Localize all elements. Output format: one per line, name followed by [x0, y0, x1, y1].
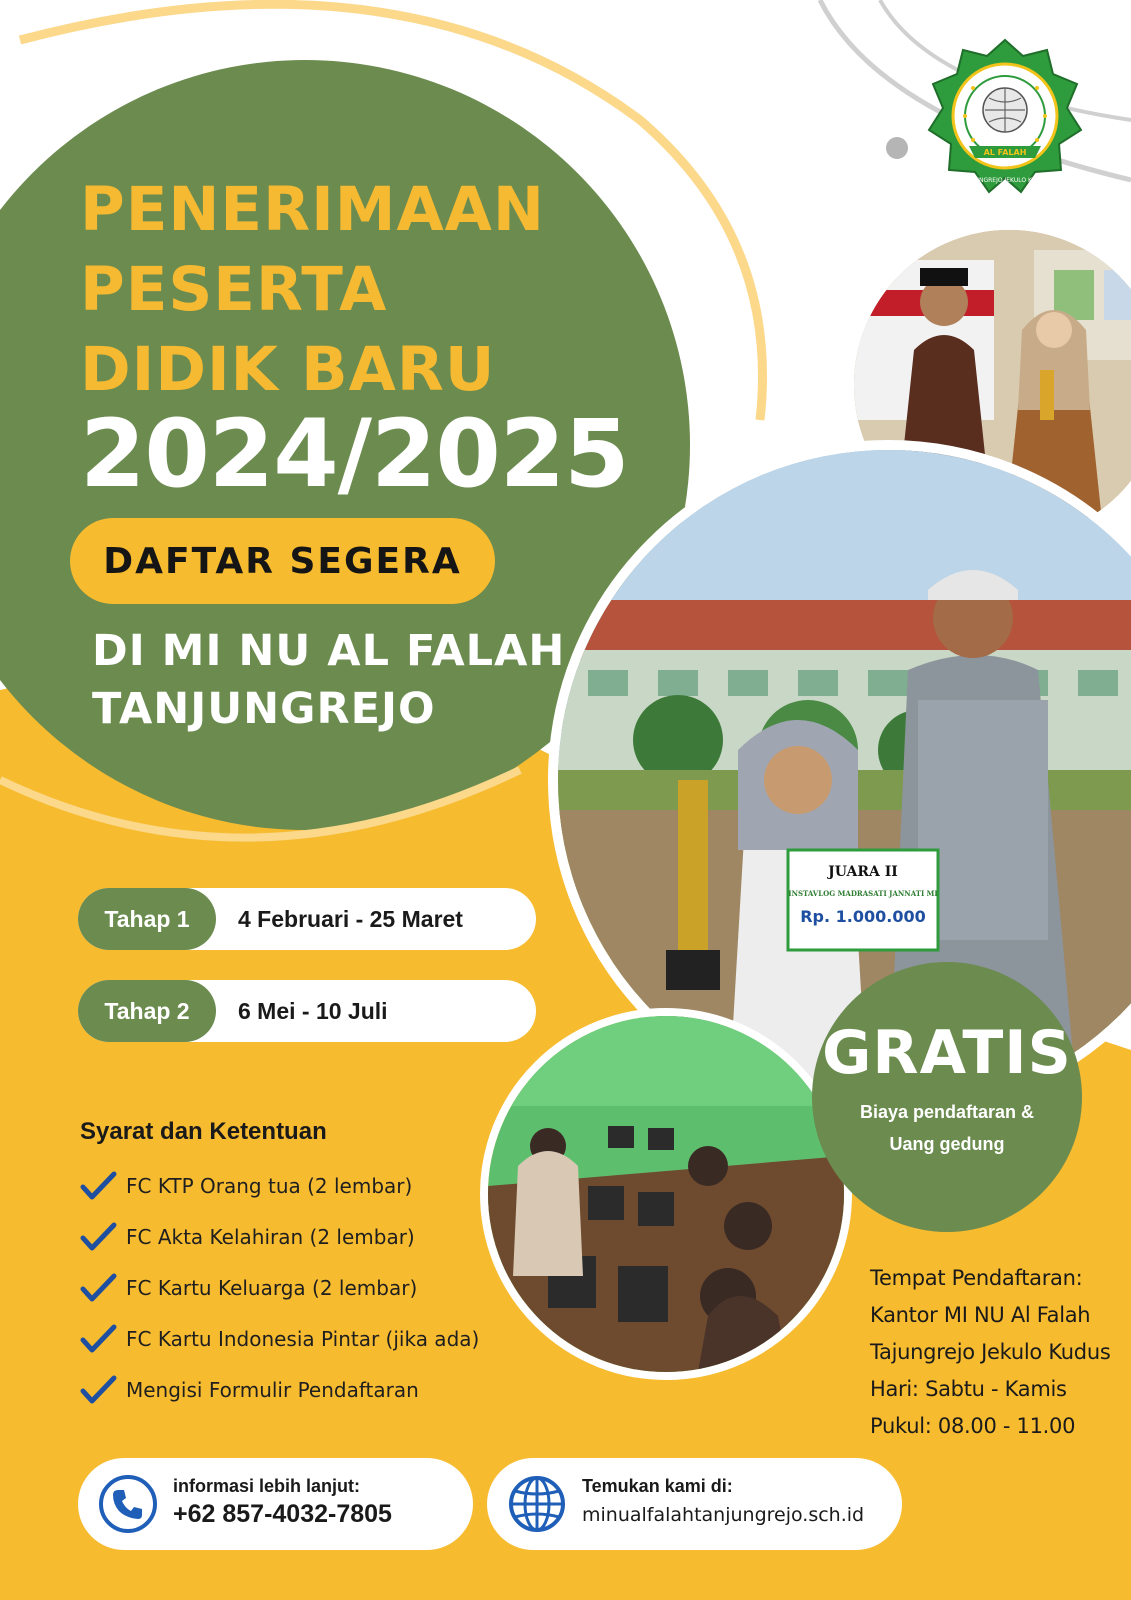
certificate-subtitle: INSTAVLOG MADRASATI JANNATI MI: [788, 889, 938, 898]
checkmark-icon: [80, 1375, 124, 1405]
requirement-text: FC Kartu Keluarga (2 lembar): [126, 1275, 418, 1300]
website-url[interactable]: minualfalahtanjungrejo.sch.id: [582, 1504, 865, 1526]
requirement-item: [80, 1313, 520, 1364]
globe-icon: [507, 1474, 567, 1534]
location-line: Kantor MI NU Al Falah: [870, 1303, 1091, 1327]
requirements-title: Syarat dan Ketentuan: [80, 1118, 327, 1145]
stage-2-label: Tahap 2: [78, 980, 216, 1042]
website-contact-pill[interactable]: [487, 1458, 902, 1550]
website-label: Temukan kami di:: [582, 1476, 733, 1496]
stage-1-dates: 4 Februari - 25 Maret: [238, 905, 463, 932]
stage-2-pill: [78, 980, 536, 1042]
free-badge-line-1: Biaya pendaftaran &: [859, 1102, 1035, 1122]
academic-year: 2024/2025: [80, 400, 629, 509]
phone-contact-pill[interactable]: [78, 1458, 473, 1550]
requirement-item: [80, 1364, 520, 1415]
school-emblem-logo: [925, 36, 1085, 196]
headline-line-2: PESERTA: [80, 254, 388, 325]
register-now-button[interactable]: DAFTAR SEGERA: [70, 518, 495, 604]
phone-icon: [98, 1474, 158, 1534]
checkmark-icon: [80, 1324, 124, 1354]
checkmark-icon: [80, 1171, 124, 1201]
headline: [80, 170, 600, 410]
requirement-item: [80, 1262, 520, 1313]
school-name-line-1: DI MI NU AL FALAH: [92, 626, 566, 676]
free-badge-line-2: Uang gedung: [889, 1134, 1005, 1154]
stage-1-pill: [78, 888, 536, 950]
free-badge: [812, 962, 1082, 1232]
requirement-text: FC Akta Kelahiran (2 lembar): [126, 1224, 415, 1249]
headline-line-1: PENERIMAAN: [80, 174, 545, 245]
location-line: Tajungrejo Jekulo Kudus: [870, 1340, 1111, 1364]
free-badge-title: GRATIS: [822, 1018, 1072, 1088]
school-name: [92, 622, 612, 738]
location-line: Hari: Sabtu - Kamis: [870, 1377, 1067, 1401]
requirements-list: [80, 1160, 520, 1415]
checkmark-icon: [80, 1222, 124, 1252]
stage-1-label: Tahap 1: [78, 888, 216, 950]
logo-ribbon-text: AL FALAH: [983, 148, 1027, 157]
location-line: Pukul: 08.00 - 11.00: [870, 1414, 1076, 1438]
phone-number[interactable]: +62 857-4032-7805: [173, 1500, 392, 1528]
certificate-title: JUARA II: [828, 864, 898, 880]
requirement-text: FC Kartu Indonesia Pintar (jika ada): [126, 1326, 480, 1351]
logo-bottom-text: TANJUNGREJO JEKULO KUDUS: [961, 177, 1049, 184]
school-name-line-2: TANJUNGREJO: [92, 684, 436, 734]
photo-computer-lab: [480, 1008, 852, 1380]
requirement-item: [80, 1160, 520, 1211]
checkmark-icon: [80, 1273, 124, 1303]
registration-location: [870, 1260, 1120, 1445]
stage-2-dates: 6 Mei - 10 Juli: [238, 997, 388, 1024]
certificate-amount: Rp. 1.000.000: [800, 907, 926, 926]
phone-label: informasi lebih lanjut:: [173, 1476, 361, 1496]
location-line: Tempat Pendaftaran:: [870, 1266, 1083, 1290]
headline-line-3: DIDIK BARU: [80, 334, 496, 405]
requirement-text: Mengisi Formulir Pendaftaran: [126, 1377, 419, 1402]
requirement-text: FC KTP Orang tua (2 lembar): [126, 1173, 413, 1198]
requirement-item: [80, 1211, 520, 1262]
